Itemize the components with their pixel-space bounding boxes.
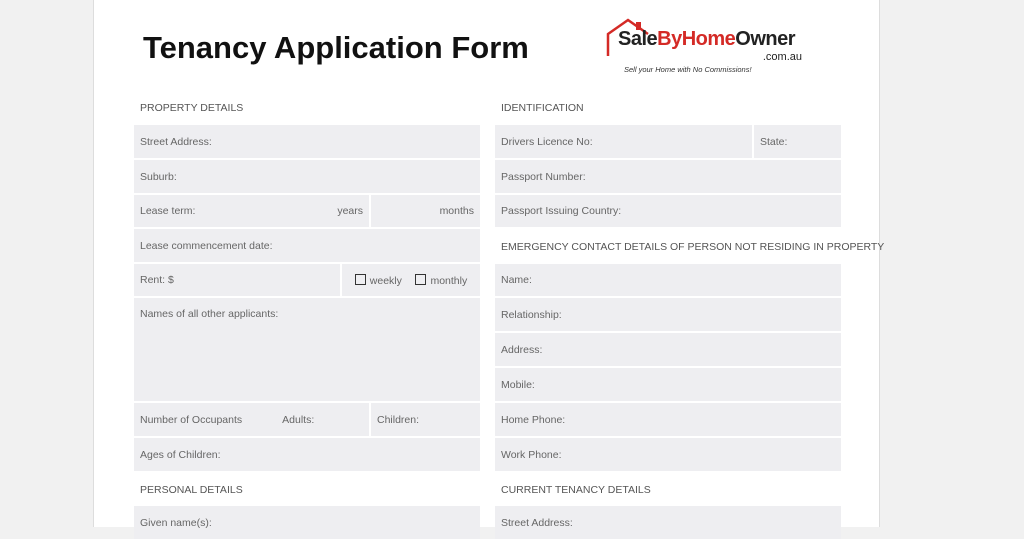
work-phone-field[interactable]: Work Phone:: [495, 438, 841, 471]
other-applicants-field[interactable]: Names of all other applicants:: [134, 298, 480, 401]
mobile-field[interactable]: Mobile:: [495, 368, 841, 401]
personal-details-heading: PERSONAL DETAILS: [140, 484, 243, 496]
checkbox-icon: [355, 274, 366, 285]
years-label: years: [337, 205, 363, 217]
commencement-date-field[interactable]: Lease commencement date:: [134, 229, 480, 262]
passport-number-field[interactable]: Passport Number:: [495, 160, 841, 193]
suburb-field[interactable]: Suburb:: [134, 160, 480, 193]
adults-label: Adults:: [282, 413, 315, 426]
logo-tagline: Sell your Home with No Commissions!: [624, 65, 752, 74]
emergency-name-field[interactable]: Name:: [495, 264, 841, 296]
occupants-adults-field[interactable]: [134, 403, 369, 436]
children-field[interactable]: Children:: [371, 403, 480, 436]
relationship-field[interactable]: Relationship:: [495, 298, 841, 331]
weekly-checkbox[interactable]: [355, 274, 402, 287]
occupants-label: Number of Occupants: [140, 413, 243, 426]
logo-text: Sale: [618, 28, 658, 50]
drivers-licence-field[interactable]: Drivers Licence No:: [495, 125, 752, 158]
monthly-label: monthly: [430, 274, 468, 287]
home-phone-field[interactable]: Home Phone:: [495, 403, 841, 436]
ages-of-children-field[interactable]: Ages of Children:: [134, 438, 480, 471]
street-address-field[interactable]: Street Address:: [134, 125, 480, 158]
emergency-contact-heading: EMERGENCY CONTACT DETAILS OF PERSON NOT RESIDING IN PROPERTY: [501, 241, 885, 253]
lease-term-months-field[interactable]: [371, 195, 480, 227]
months-label: months: [439, 205, 474, 217]
logo-text: ByHome: [657, 28, 736, 50]
identification-heading: IDENTIFICATION: [501, 102, 584, 114]
lease-term-years-field[interactable]: [134, 195, 369, 227]
salebyhomeowner-logo: [606, 18, 816, 80]
lease-term-label: Lease term:: [140, 205, 196, 217]
page-title: Tenancy Application Form: [143, 30, 529, 65]
monthly-checkbox[interactable]: [415, 274, 467, 287]
state-field[interactable]: State:: [754, 125, 841, 158]
weekly-label: weekly: [369, 274, 402, 287]
logo-domain: .com.au: [762, 51, 802, 63]
passport-country-field[interactable]: Passport Issuing Country:: [495, 195, 841, 227]
tenancy-street-address-field[interactable]: Street Address:: [495, 506, 841, 539]
emergency-address-field[interactable]: Address:: [495, 333, 841, 366]
rent-field[interactable]: Rent: $: [134, 264, 340, 296]
current-tenancy-heading: CURRENT TENANCY DETAILS: [501, 484, 651, 496]
given-names-field[interactable]: Given name(s):: [134, 506, 480, 539]
property-details-heading: PROPERTY DETAILS: [140, 102, 244, 114]
checkbox-icon: [415, 274, 426, 285]
logo-text: Owner: [735, 28, 796, 50]
